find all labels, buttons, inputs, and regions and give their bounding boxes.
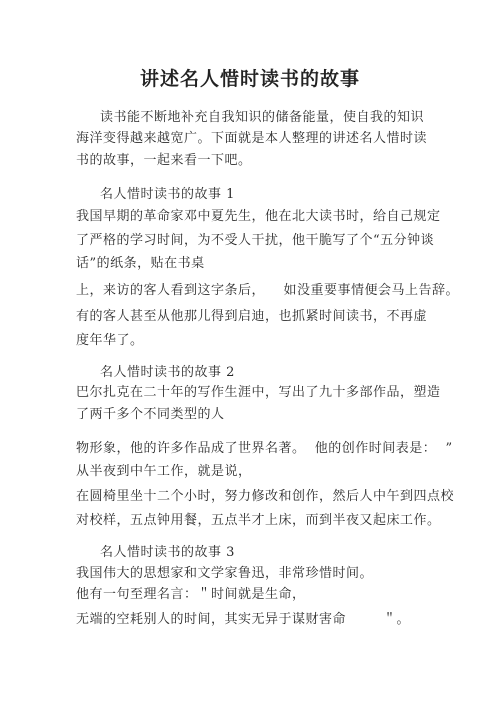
section-line: 我国伟大的思想家和文学家鲁迅，非常珍惜时间。	[76, 566, 374, 581]
intro-line: 海洋变得越来越宽广。下面就是本人整理的讲述名人惜时读	[76, 131, 428, 146]
section-heading: 名人惜时读书的故事 3	[100, 545, 235, 560]
section-line: 物形象，他的许多作品成了世界名著。 他的创作时间表是： ”	[76, 441, 453, 456]
section-line: 上，来访的客人看到这字条后， 如没重要事情便会马上告辞。	[76, 283, 460, 298]
document-title: 讲述名人惜时读书的故事	[139, 68, 360, 90]
section-line: 话”的纸条，贴在书桌	[76, 256, 205, 271]
section-line: 对校样，五点钟用餐，五点半才上床，而到半夜又起床工作。	[76, 513, 441, 528]
section-line: 了严格的学习时间，为不受人干扰，他干脆写了个“五分钟谈	[76, 233, 435, 248]
section-line: 了两千多个不同类型的人	[76, 407, 225, 422]
section-heading: 名人惜时读书的故事 1	[100, 187, 235, 202]
section-heading: 名人惜时读书的故事 2	[100, 365, 235, 380]
section-line: 在圆椅里坐十二个小时，努力修改和创作，然后人中午到四点校	[76, 489, 455, 504]
section-line: 有的客人甚至从他那儿得到启迪，也抓紧时间读书，不再虚	[76, 309, 428, 324]
section-line: 度年华了。	[76, 333, 144, 348]
intro-line: 书的故事，一起来看一下吧。	[76, 153, 252, 168]
section-line: 巴尔扎克在二十年的写作生涯中，写出了九十多部作品，塑造	[76, 385, 441, 400]
section-line: 他有一句至理名言：＂时间就是生命，	[76, 587, 306, 602]
section-line: 从半夜到中午工作，就是说，	[76, 464, 252, 479]
intro-line: 读书能不断地补充自我知识的储备能量，使自我的知识	[100, 110, 425, 125]
section-line: 我国早期的革命家邓中夏先生，他在北大读书时，给自己规定	[76, 209, 441, 224]
section-line: 无端的空耗别人的时间，其实无异于谋财害命 ＂。	[76, 612, 411, 627]
